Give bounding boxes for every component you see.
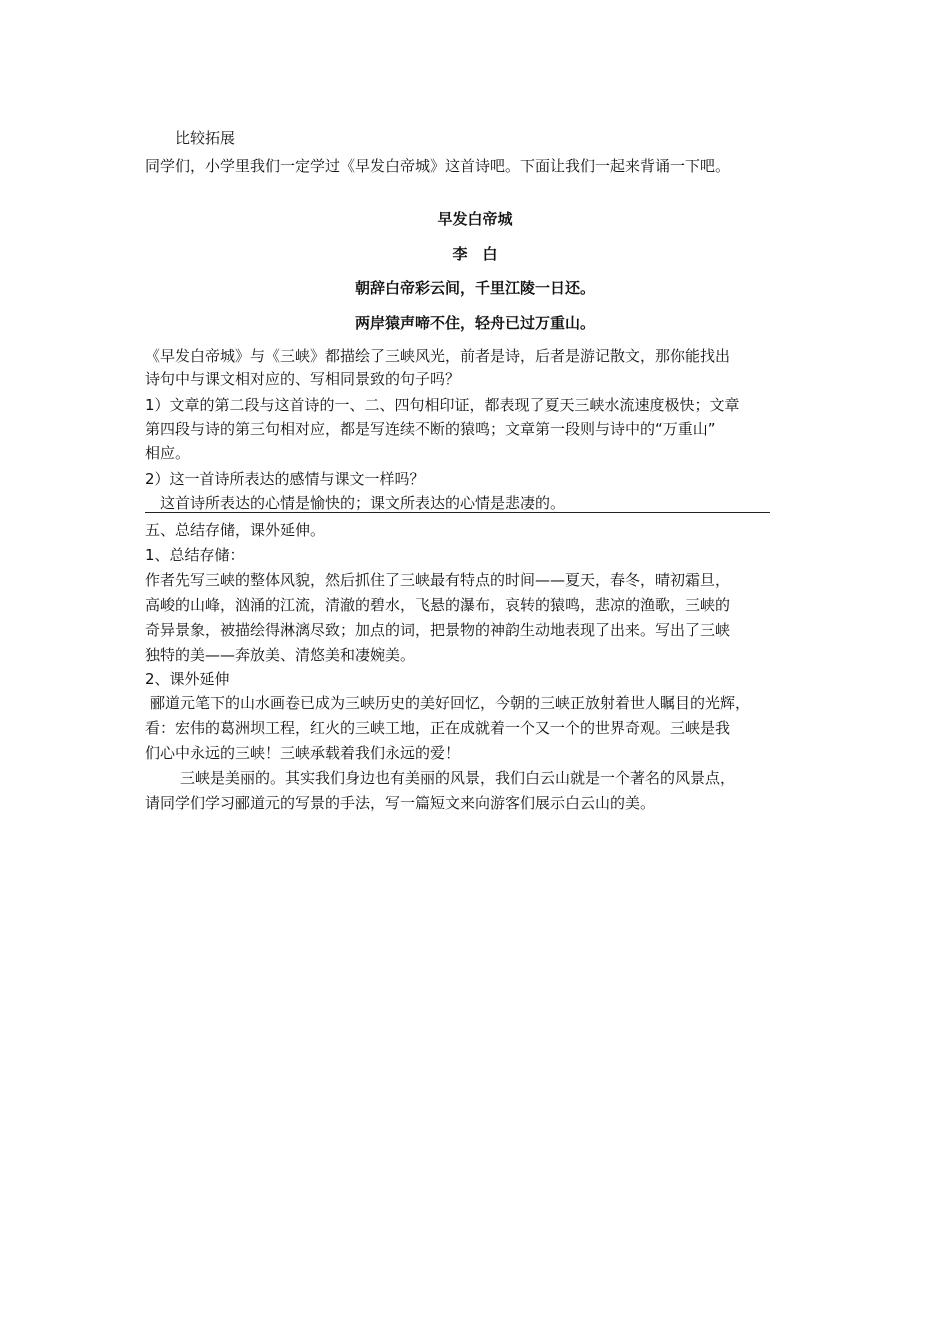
assignment-line: 请同学们学习郦道元的写景的手法，写一篇短文来向游客们展示白云山的美。 (145, 794, 656, 812)
summary-heading: 1、总结存储： (145, 546, 245, 564)
poem-title: 早发白帝城 (437, 210, 513, 228)
question2: 2）这一首诗所表达的感情与课文一样吗？ (145, 470, 425, 488)
answer1-line: 相应。 (145, 444, 191, 462)
intro-paragraph: 同学们，小学里我们一定学过《早发白帝城》这首诗吧。下面让我们一起来背诵一下吧。 (145, 157, 731, 175)
poem-line: 两岸猿声啼不住，轻舟已过万重山。 (354, 314, 595, 332)
summary-line: 作者先写三峡的整体风貌，然后抓住了三峡最有特点的时间——夏天，春冬，晴初霜旦， (145, 571, 731, 589)
summary-line: 奇异景象，被描绘得淋漓尽致；加点的词，把景物的神韵生动地表现了出来。写出了三峡 (145, 621, 731, 639)
poem-line: 朝辞白帝彩云间，千里江陵一日还。 (354, 279, 595, 297)
answer1-line: 第四段与诗的第三句相对应，都是写连续不断的猿鸣；文章第一段则与诗中的“万重山” (145, 420, 716, 438)
answer1-line: 1）文章的第二段与这首诗的一、二、四句相印证，都表现了夏天三峡水流速度极快；文章 (145, 396, 740, 414)
extension-line: 郦道元笔下的山水画卷已成为三峡历史的美好回忆，今朝的三峡正放射着世人瞩目的光辉， (150, 694, 751, 712)
answer2: 这首诗所表达的心情是愉快的；课文所表达的心情是悲凄的。 (160, 494, 566, 512)
section-title: 比较拓展 (175, 129, 236, 147)
compare-question-line: 诗句中与课文相对应的、写相同景致的句子吗？ (145, 370, 461, 388)
answer-underline (145, 512, 770, 513)
extension-line: 们心中永远的三峡！三峡承载着我们永远的爱！ (145, 744, 461, 762)
summary-line: 高峻的山峰，汹涌的江流，清澈的碧水，飞悬的瀑布，哀转的猿鸣，悲凉的渔歌，三峡的 (145, 596, 731, 614)
assignment-line: 三峡是美丽的。其实我们身边也有美丽的风景，我们白云山就是一个著名的风景点， (180, 769, 736, 787)
summary-line: 独特的美——奔放美、清悠美和凄婉美。 (145, 646, 416, 664)
poem-author: 李 白 (452, 245, 498, 263)
extension-line: 看：宏伟的葛洲坝工程，红火的三峡工地，正在成就着一个又一个的世界奇观。三峡是我 (145, 719, 731, 737)
section5-heading: 五、总结存储，课外延伸。 (145, 521, 326, 539)
compare-question-line: 《早发白帝城》与《三峡》都描绘了三峡风光，前者是诗，后者是游记散文，那你能找出 (145, 347, 731, 365)
extension-heading: 2、课外延伸 (145, 670, 230, 688)
